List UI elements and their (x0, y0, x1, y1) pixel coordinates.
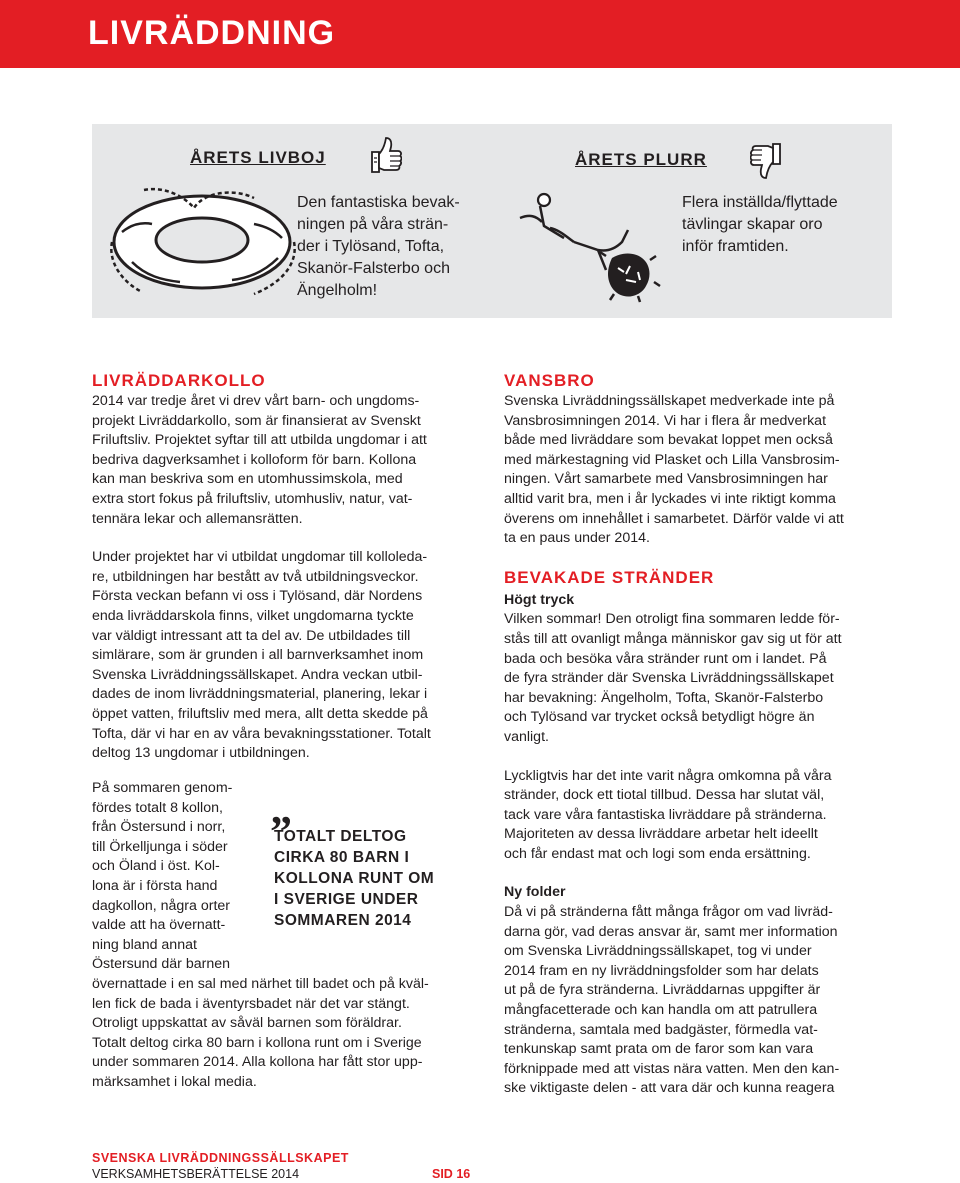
plurr-text-line: inför framtiden. (682, 238, 789, 255)
vansbro-heading: VANSBRO (504, 371, 595, 390)
livboj-text (297, 192, 460, 302)
kollo-paragraph-1 (92, 392, 484, 529)
text-line: simlärare, som är grunden i all barnverksamhet inom (92, 647, 424, 664)
text-line: Lyckligtvis har det inte varit några omkomna på våra (504, 767, 832, 784)
bevakade-paragraph-1 (504, 610, 892, 747)
footer-page-number (432, 1166, 470, 1182)
text-line: fördes totalt 8 kollon, (92, 799, 223, 816)
text-line: bada och besöka våra stränder runt om i landet. På (504, 650, 827, 667)
text-line: 2014 fram en ny livräddningsfolder som har delats (504, 962, 819, 979)
text-line: mångfacetterade och kan handla om att patrullera (504, 1002, 818, 1019)
text-line: tennära lekar och allemansrätten. (92, 510, 303, 527)
bevakade-paragraph-3 (504, 903, 892, 1099)
text-line: Otroligt uppskattat av såväl barnen som föräldrar. (92, 1015, 402, 1032)
text-line: Då vi på stränderna fått många frågor om vad livräd- (504, 904, 833, 921)
text-line: både med livräddare som bevakat loppet men också (504, 432, 833, 449)
text-line: extra stort fokus på friluftsliv, utomhusliv, natur, vat- (92, 490, 413, 507)
text-line: lona är i första hand (92, 877, 218, 894)
text-line: Tofta, där vi har en av våra bevakningsstationer. Totalt (92, 725, 431, 742)
text-line: övernattade i en sal med närhet till badet och på kväl- (92, 975, 429, 992)
text-line: och Tylösand var trycket också betydligt högre än (504, 709, 815, 726)
thumbs-up-icon (366, 132, 402, 176)
quote-line: KOLLONA RUNT OM (274, 870, 435, 887)
livboj-text-line: der i Tylösand, Tofta, (297, 238, 445, 255)
text-line: förknippade med att vistas nära vatten. Men den kan- (504, 1060, 840, 1077)
livboj-text-line: Den fantastiska bevak- (297, 194, 460, 211)
livraddarkollo-heading: LIVRÄDDARKOLLO (92, 371, 266, 390)
livboj-title: ÅRETS LIVBOJ (190, 148, 326, 167)
footer-sid-label: SID (432, 1167, 453, 1181)
plurr-text-line: tävlingar skapar oro (682, 216, 823, 233)
text-line: och Öland i öst. Kol- (92, 858, 220, 875)
text-line: tack vare våra fantastiska livräddare på stränderna. (504, 806, 827, 823)
text-line: valde att ha övernatt- (92, 917, 226, 934)
pull-quote (274, 826, 474, 931)
text-line: med märkestagning vid Plasket och Lilla Vansbrosim- (504, 451, 840, 468)
text-line: ning bland annat (92, 936, 197, 953)
livboj-text-line: Ängelholm! (297, 282, 378, 299)
plurr-title: ÅRETS PLURR (575, 150, 707, 169)
text-line: bedriva dagverksamhet i kolloform för barn. Kollona (92, 451, 417, 468)
splash-person-icon (514, 188, 664, 304)
bevakade-heading: BEVAKADE STRÄNDER (504, 567, 715, 587)
text-line: från Östersund i norr, (92, 819, 226, 836)
text-line: dagkollon, några orter (92, 897, 231, 914)
text-line: stränderna, samtala med badgäster, förmedla vat- (504, 1021, 818, 1038)
footer-doc-title: VERKSAMHETSBERÄTTELSE 2014 (92, 1167, 300, 1181)
plurr-text-line: Flera inställda/flyttade (682, 194, 838, 211)
text-line: öppet vatten, friluftsliv med mera, allt detta skedde på (92, 705, 428, 722)
text-line: ske viktigaste delen - att vara där och kunna reagera (504, 1080, 835, 1097)
quote-line: CIRKA 80 BARN I (274, 849, 410, 866)
text-line: Under projektet har vi utbildat ungdomar till kolloleda- (92, 549, 428, 566)
text-line: ut på de fyra stränderna. Livräddarnas uppgifter är (504, 982, 821, 999)
text-line: om Svenska Livräddningssällskapet, tog vi under (504, 943, 812, 960)
text-line: len fick de bada i äventyrsbadet när det var stängt. (92, 995, 410, 1012)
livboj-text-line: Skanör-Falsterbo och (297, 260, 450, 277)
subhead-hogt-tryck: Högt tryck (504, 591, 575, 608)
text-line: re, utbildningen har bestått av två utbildningsveckor. (92, 568, 419, 585)
footer (92, 1150, 471, 1182)
text-line: På sommaren genom- (92, 780, 233, 796)
text-line: 2014 var tredje året vi drev vårt barn- och ungdoms- (92, 393, 420, 409)
text-line: har bevakning: Ängelholm, Tofta, Skanör-Falsterbo (504, 689, 824, 706)
quote-line: TOTALT DELTOG (274, 828, 407, 845)
text-line: dades de inom livräddningsmaterial, planering, lekar i (92, 686, 428, 703)
text-line: Östersund där barnen (92, 956, 231, 973)
text-line: Svenska Livräddningssällskapet. Andra veckan utbil- (92, 666, 423, 683)
text-line: märksamhet i lokal media. (92, 1073, 257, 1090)
plurr-text (682, 192, 838, 258)
text-line: och får endast mat och logi som enda ersättning. (504, 845, 811, 862)
text-line: kan man beskriva som en utomhussimskola, med (92, 471, 403, 488)
text-line: Svenska Livräddningssällskapet medverkade inte på (504, 393, 835, 409)
right-column (504, 370, 892, 1099)
text-line: darna gör, vad deras ansvar är, samt mer information (504, 923, 838, 940)
text-line: till Örkelljunga i söder (92, 838, 228, 855)
text-line: stås till att ovanligt många människor gav sig ut för att (504, 630, 842, 647)
page-title: LIVRÄDDNING (88, 14, 336, 52)
quote-line: I SVERIGE UNDER (274, 891, 419, 908)
text-line: vanligt. (504, 728, 549, 745)
text-line: Vilken sommar! Den otroligt fina sommaren ledde för- (504, 611, 840, 628)
header-banner (0, 0, 960, 68)
text-line: överens om innehållet i samarbetet. Därför valde vi att (504, 510, 844, 527)
livboj-text-line: ningen på våra strän- (297, 216, 449, 233)
text-line: tenkunskap samt prata om de faror som kan vara (504, 1041, 814, 1058)
text-line: ningen. Vårt samarbete med Vansbrosimningen har (504, 471, 828, 488)
text-line: alltid varit bra, men i år lyckades vi inte riktigt komma (504, 490, 836, 507)
text-line: projekt Livräddarkollo, som är finansierat av Svenskt (92, 412, 421, 429)
life-buoy-icon (104, 182, 300, 300)
quote-mark: ” (270, 807, 292, 856)
text-line: de fyra stränder där Svenska Livräddningssällskapet (504, 670, 834, 687)
text-line: var väldigt intressant att ta del av. De utbildades till (92, 627, 411, 644)
footer-org: SVENSKA LIVRÄDDNINGSSÄLLSKAPET (92, 1151, 349, 1165)
text-line: stränder, dock ett tiotal tillbud. Dessa har slutat väl, (504, 787, 825, 804)
text-line: under sommaren 2014. Alla kollona har fått stor upp- (92, 1054, 423, 1071)
text-line: Totalt deltog cirka 80 barn i kollona runt om i Sverige (92, 1034, 422, 1051)
text-line: Första veckan befann vi oss i Tylösand, där Nordens (92, 588, 423, 605)
bevakade-paragraph-2 (504, 767, 892, 865)
thumbs-down-icon (750, 140, 788, 184)
footer-page-value: 16 (456, 1167, 471, 1181)
subhead-ny-folder: Ny folder (504, 884, 566, 901)
text-line: enda livräddarskola finns, vilket ungdomarna tyckte (92, 607, 414, 624)
left-column (92, 370, 484, 764)
vansbro-paragraph (504, 392, 892, 549)
quote-line: SOMMAREN 2014 (274, 912, 412, 929)
text-line: Majoriteten av dessa livräddare arbetar helt ideellt (504, 826, 818, 843)
kollo-paragraph-2 (92, 548, 484, 764)
text-line: deltog 13 ungdomar i utbildningen. (92, 745, 310, 762)
text-line: Friluftsliv. Projektet syftar till att utbilda ungdomar i att (92, 432, 427, 449)
text-line: Vansbrosimningen 2014. Vi har i flera år medverkat (504, 412, 827, 429)
text-line: ta en paus under 2014. (504, 530, 650, 547)
